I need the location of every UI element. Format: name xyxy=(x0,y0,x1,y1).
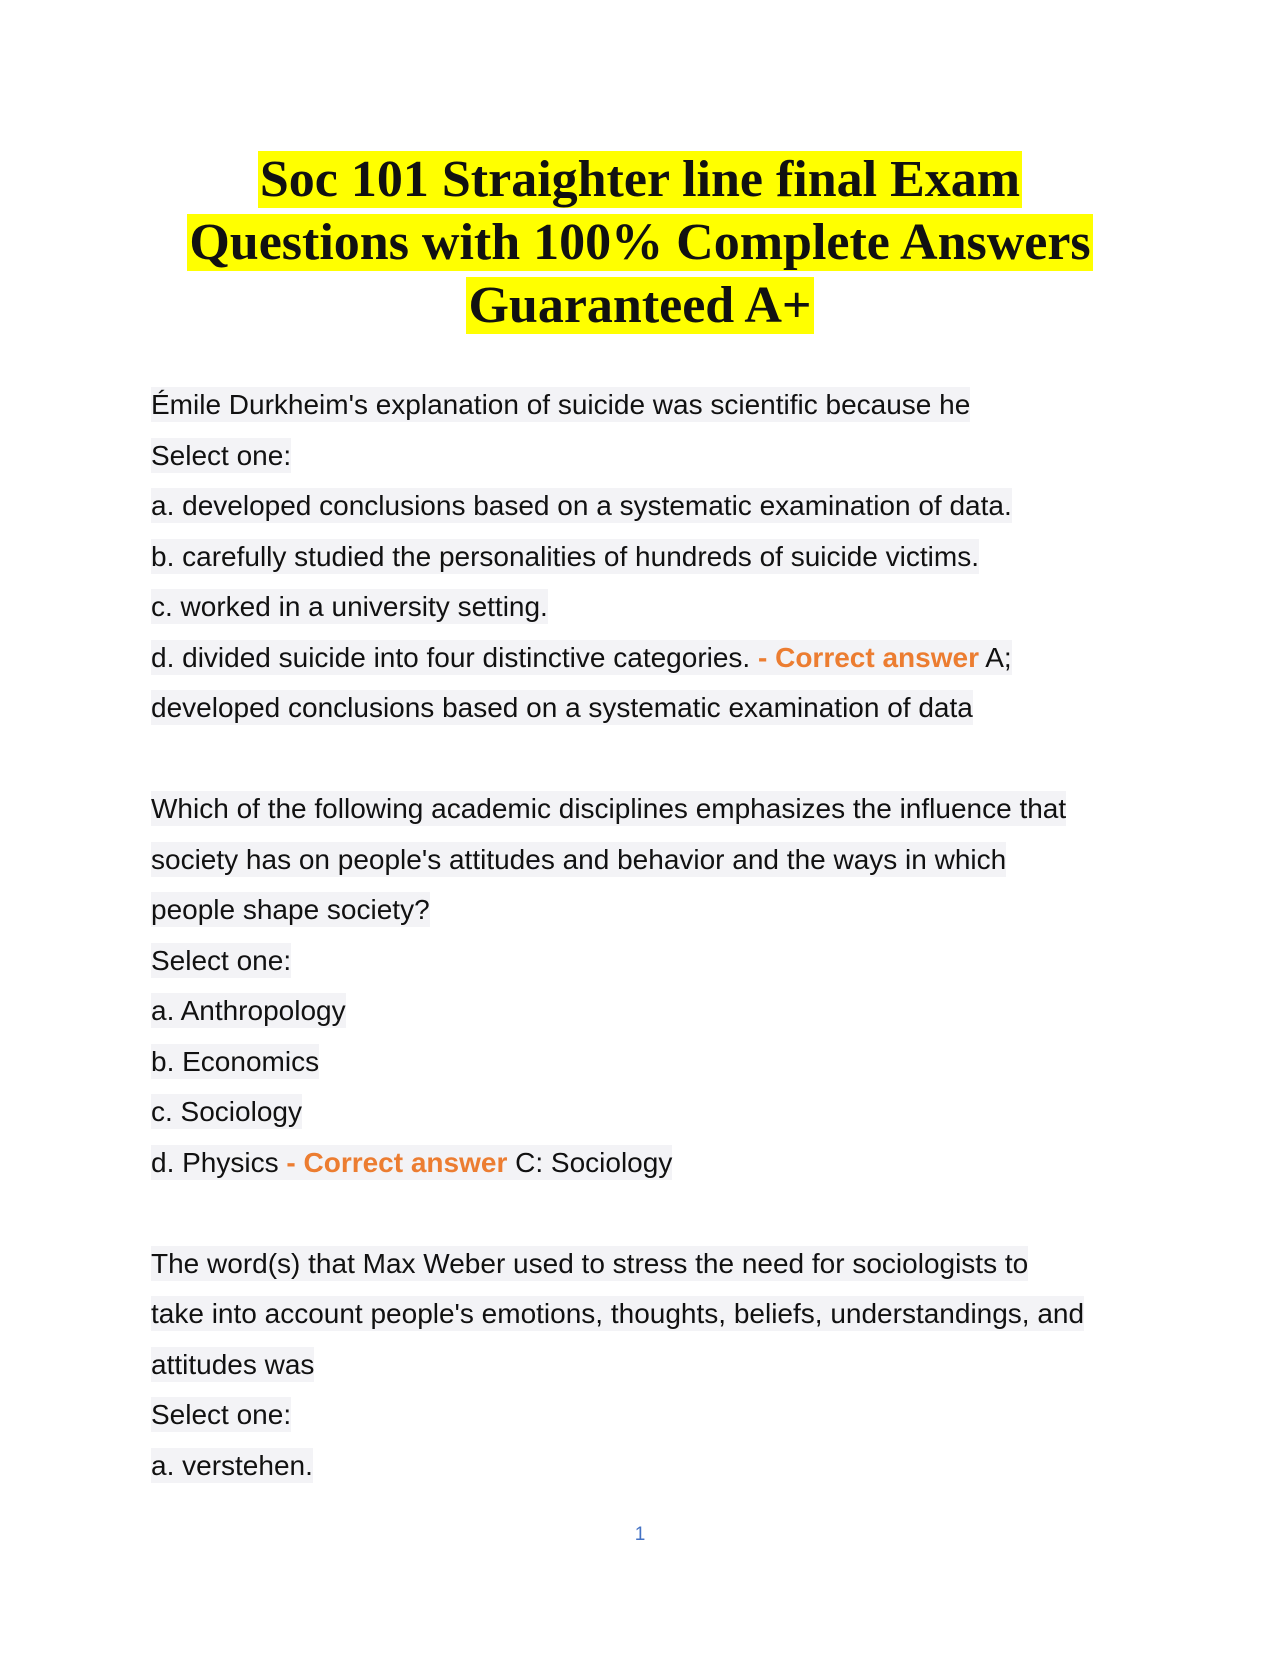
document-title xyxy=(140,148,1140,337)
question-3-option-a: a. verstehen. xyxy=(151,1449,313,1481)
title-line-1: Soc 101 Straighter line final Exam xyxy=(259,151,1021,208)
question-3-text-line-2: take into account people's emotions, thoughts, beliefs, understandings, and xyxy=(151,1298,1085,1329)
title-line-3: Guaranteed A+ xyxy=(468,277,812,334)
question-2-option-d xyxy=(151,1138,1151,1189)
question-1-option-d-text: d. divided suicide into four distinctive categories. xyxy=(151,641,758,673)
page-number: 1 xyxy=(634,1524,646,1545)
question-1-option-c: c. worked in a university setting. xyxy=(151,591,548,622)
question-2-option-d-text: d. Physics xyxy=(151,1146,287,1178)
question-3-text-line-3: attitudes was xyxy=(151,1348,315,1380)
question-3-select-prompt: Select one: xyxy=(151,1399,292,1430)
question-2-option-b: b. Economics xyxy=(151,1045,320,1077)
question-1-correct-label: - Correct answer xyxy=(758,641,979,673)
question-3-text-line-1: The word(s) that Max Weber used to stress the need for sociologists to xyxy=(151,1247,1029,1279)
question-2-correct-label: - Correct answer xyxy=(286,1146,508,1178)
question-2-text-line-3: people shape society? xyxy=(151,894,430,925)
question-2-text-line-2: society has on people's attitudes and behavior and the ways in which xyxy=(151,843,1007,875)
question-1-select-prompt: Select one: xyxy=(151,439,292,471)
question-1-answer-continued: developed conclusions based on a systematic examination of data xyxy=(151,692,973,723)
spacer xyxy=(151,734,1151,785)
spacer xyxy=(151,1188,1151,1239)
question-2-text-line-1: Which of the following academic disciplines emphasizes the influence that xyxy=(151,793,1067,824)
question-1-option-d xyxy=(151,633,1151,684)
question-2-answer: C: Sociology xyxy=(507,1146,673,1178)
question-1-answer: A; xyxy=(978,641,1012,673)
question-2-option-c: c. Sociology xyxy=(151,1096,302,1127)
document-body xyxy=(151,380,1151,1491)
question-1-option-b: b. carefully studied the personalities of hundreds of suicide victims. xyxy=(151,540,979,572)
question-2-select-prompt: Select one: xyxy=(151,944,292,976)
question-1-text: Émile Durkheim's explanation of suicide was scientific because he xyxy=(151,389,971,420)
question-1-option-a: a. developed conclusions based on a systematic examination of data. xyxy=(151,490,1012,521)
title-line-2: Questions with 100% Complete Answers xyxy=(189,214,1091,271)
question-2-option-a: a. Anthropology xyxy=(151,995,346,1026)
